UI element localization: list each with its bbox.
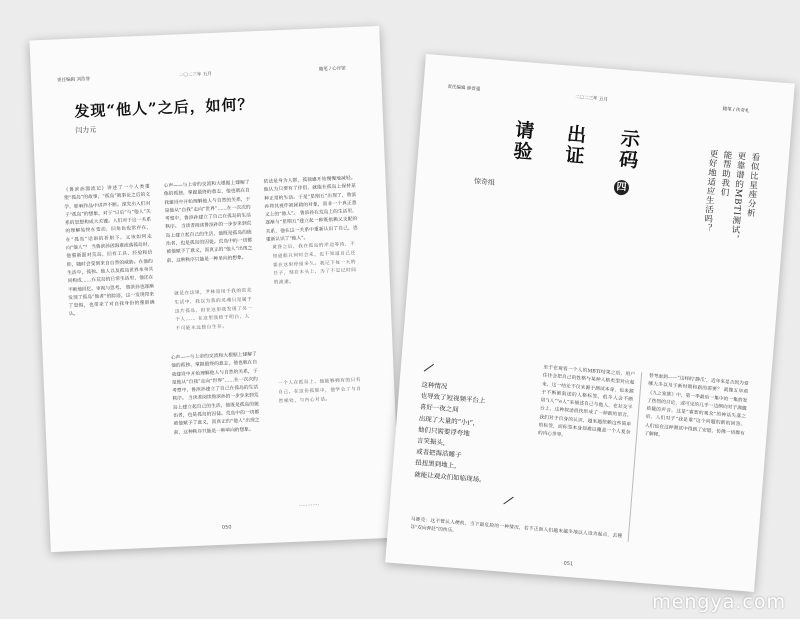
right-page — [385, 54, 795, 592]
left-page-header-editor: 责任编辑 刘浩誉 — [57, 77, 91, 84]
feature-title-col-2: 出证 — [561, 123, 587, 167]
article-quote-3: 一个人在孤岛上，他能够拥有的只有自己。在这份孤独中，他学会了与自然相处，与内心对话。 — [277, 377, 362, 405]
right-page-header-editor: 责任编辑 薛晋强 — [447, 84, 481, 93]
site-watermark: mengya.com — [652, 591, 786, 613]
article-author: 闫力元 — [75, 125, 97, 135]
feature-title-col-3: 请验 — [509, 119, 536, 163]
poem-close-mark — [503, 497, 513, 505]
article-column-2-bottom: 心声——与上帝的交流和大根据上建解了他的孤独，掌握最终的意志，他也就在自我建设中开始理解他人与自然的关系，于是他从“自我”走向“世界”……在一次次的考察中，鲁滨孙建立了自己在孤岛的生活秩序。 当读者阅读鲁滨孙的一步步来到荒岛上建立起自己的生活，他既是孤岛的统治者，也是孤岛的囚徒。荒岛中的一切都被他赋予了意义，而真正的“他人”出现之前，这种秩序只能是一种单向的想象。 — [170, 352, 260, 436]
feature-column-2: 至于在观看一个人的MBTI结果之后，用户往往会把自己的性格与某种人格类型对应起来，这一结论不仅来源于测试本身，也来源于不断被叙述的人格标签。很多人会不断用“i人”“e人”来描述自己与他人，在社交平台上，这种叙述很快形成了一种新的语言。 我们对于自身的认识，越来越依赖这些简单的标签，而标签本身却难以覆盖一个人复杂的内心世界。 — [537, 365, 636, 439]
left-page-header-section: 随笔 / 心评馆 — [318, 66, 346, 73]
section-dots: ………… — [298, 500, 320, 508]
article-quote-1: 就是在这里，尹林是用于我的荒芜生活中，我以为我的灵魂只是属于这片孤岛，但在这里我发现了另一个人…… 在这里我终于明白，人不可能永远独自生存。 — [174, 288, 253, 332]
left-page-number: 050 — [221, 524, 232, 531]
subtitle-line-1: 看似比星座分析 — [744, 152, 761, 219]
feature-bottom-paragraph: 马赛克：这不管认人梗机，当下最危险的一种情况，若不正面人们越来越多地以人设为起点，去搜寻“双向奔赴”的快乐。 — [409, 517, 623, 540]
right-page-header-date: 二〇二三年 五月 — [574, 95, 609, 103]
feature-author: 惊奇组 — [473, 177, 496, 187]
subtitle-line-2: 更靠谱的MBTI测试， — [728, 151, 747, 244]
article-quote-2: 黄昏之后，我在孤岛的岸边等待，不知道船只何时会来，也不知道自己还要在这里停留多久。我记下每一天的日子，刻在木头上，为了不忘记时间的流逝。 — [272, 242, 357, 286]
feature-column-3: 替考虑到——“这样的‘静爪’，近年来是否因为爱哪大多以及于新时期和新的需要？ 就像五年前《九之家族》中，第一季最后一集中的一集恰发了热烈的讨论，或可见的几乎一边倒向对于满腹质疑的声音。这是“睿智的观众”的神话失落之后，人们对于“我是谁”这个问题的新的回答。 人们也在这种测试中得到了安慰，仿佛一切都有了解释。 — [644, 373, 749, 439]
poem-open-mark — [424, 364, 434, 372]
series-number-badge: 四 — [613, 180, 629, 196]
article-column-1: 《鲁滨孙漂流记》讲述了一个人类重塑“孤岛”的故事，“孤岛”就事论之后的文学，影响作品中讲声不断。深究出入们对于“孤岛”的想象，对于“日后”与“他人”关系的思想构成大关键。人们对于这一关系的理解始终在变动，旧角色也常存在，在“孤岛”话语的折射下，又该如何走向“他人”？ 当鲁滨孙因海难流落孤岛时，他重新面对荒岛，旧有工具、经验和信仰，随时会受到来自自然的威胁。在他的生活中，孤独、他人以及孤岛世界本身共同构成……在荒岛的日常生活里，他还在不断地回忆、审视与思考。 鲁滨孙也逐渐发现了孤岛“他者”的踪迹，这一发现带来了恐惧，也带来了对自我身份的重新确认。 — [63, 184, 155, 318]
feature-title-col-1: 示码 — [615, 127, 641, 172]
subtitle-line-3: 能帮助我们 — [718, 150, 733, 198]
left-page — [29, 26, 400, 552]
right-page-number: 051 — [563, 560, 574, 568]
article-column-2-top: 心声——与上帝的交流和大根据上建解了他的孤独，掌握最终的意志，他也就在自我建设中开始理解他人与自然的关系，于是他从“自我”走向“世界”……在一次次的考察中，鲁滨孙建立了自己在孤岛的生活秩序。 当读者阅读鲁滨孙的一步步来到荒岛上建立起自己的生活，他既是孤岛的统治者，也是孤岛的囚徒。荒岛中的一切都被他赋予了意义，而真正的“他人”出现之前，这种秩序只能是一种单向的想象。 — [163, 180, 253, 264]
subtitle-line-4: 更好地适应生活吗？ — [701, 148, 719, 234]
left-page-header-date: 二〇二三年 五月 — [178, 71, 213, 79]
right-page-header-section: 随笔 / 传奇札 — [722, 106, 750, 115]
article-column-3-top: 依法是身为人群，孤独感开始慢慢地减轻。他认为只要有了伴侣，就能在孤岛上保持某种正常的生活。于是“星期五”出现了，鲁滨孙将其视作被拯救的对象，而非一个真正意义上的“他人”。 鲁滨孙在荒岛上的生活里，逐渐与“星期五”建立起一种既依赖又支配的关系，他在这一关系中重新认识了自己，也重新认识了“他人”。 — [263, 176, 358, 243]
highlight-poem: 这种情况 也导致了短视频平台上 喜好一夜之间 出现了大量的“小i”， 他们只需要浮夸地 言笑振头， 或者把海浩睡子 扭扭黑到地上， 就能让观众们如临现场。 — [414, 380, 486, 484]
article-title: 发现“他人”之后，如何？ — [74, 95, 254, 121]
